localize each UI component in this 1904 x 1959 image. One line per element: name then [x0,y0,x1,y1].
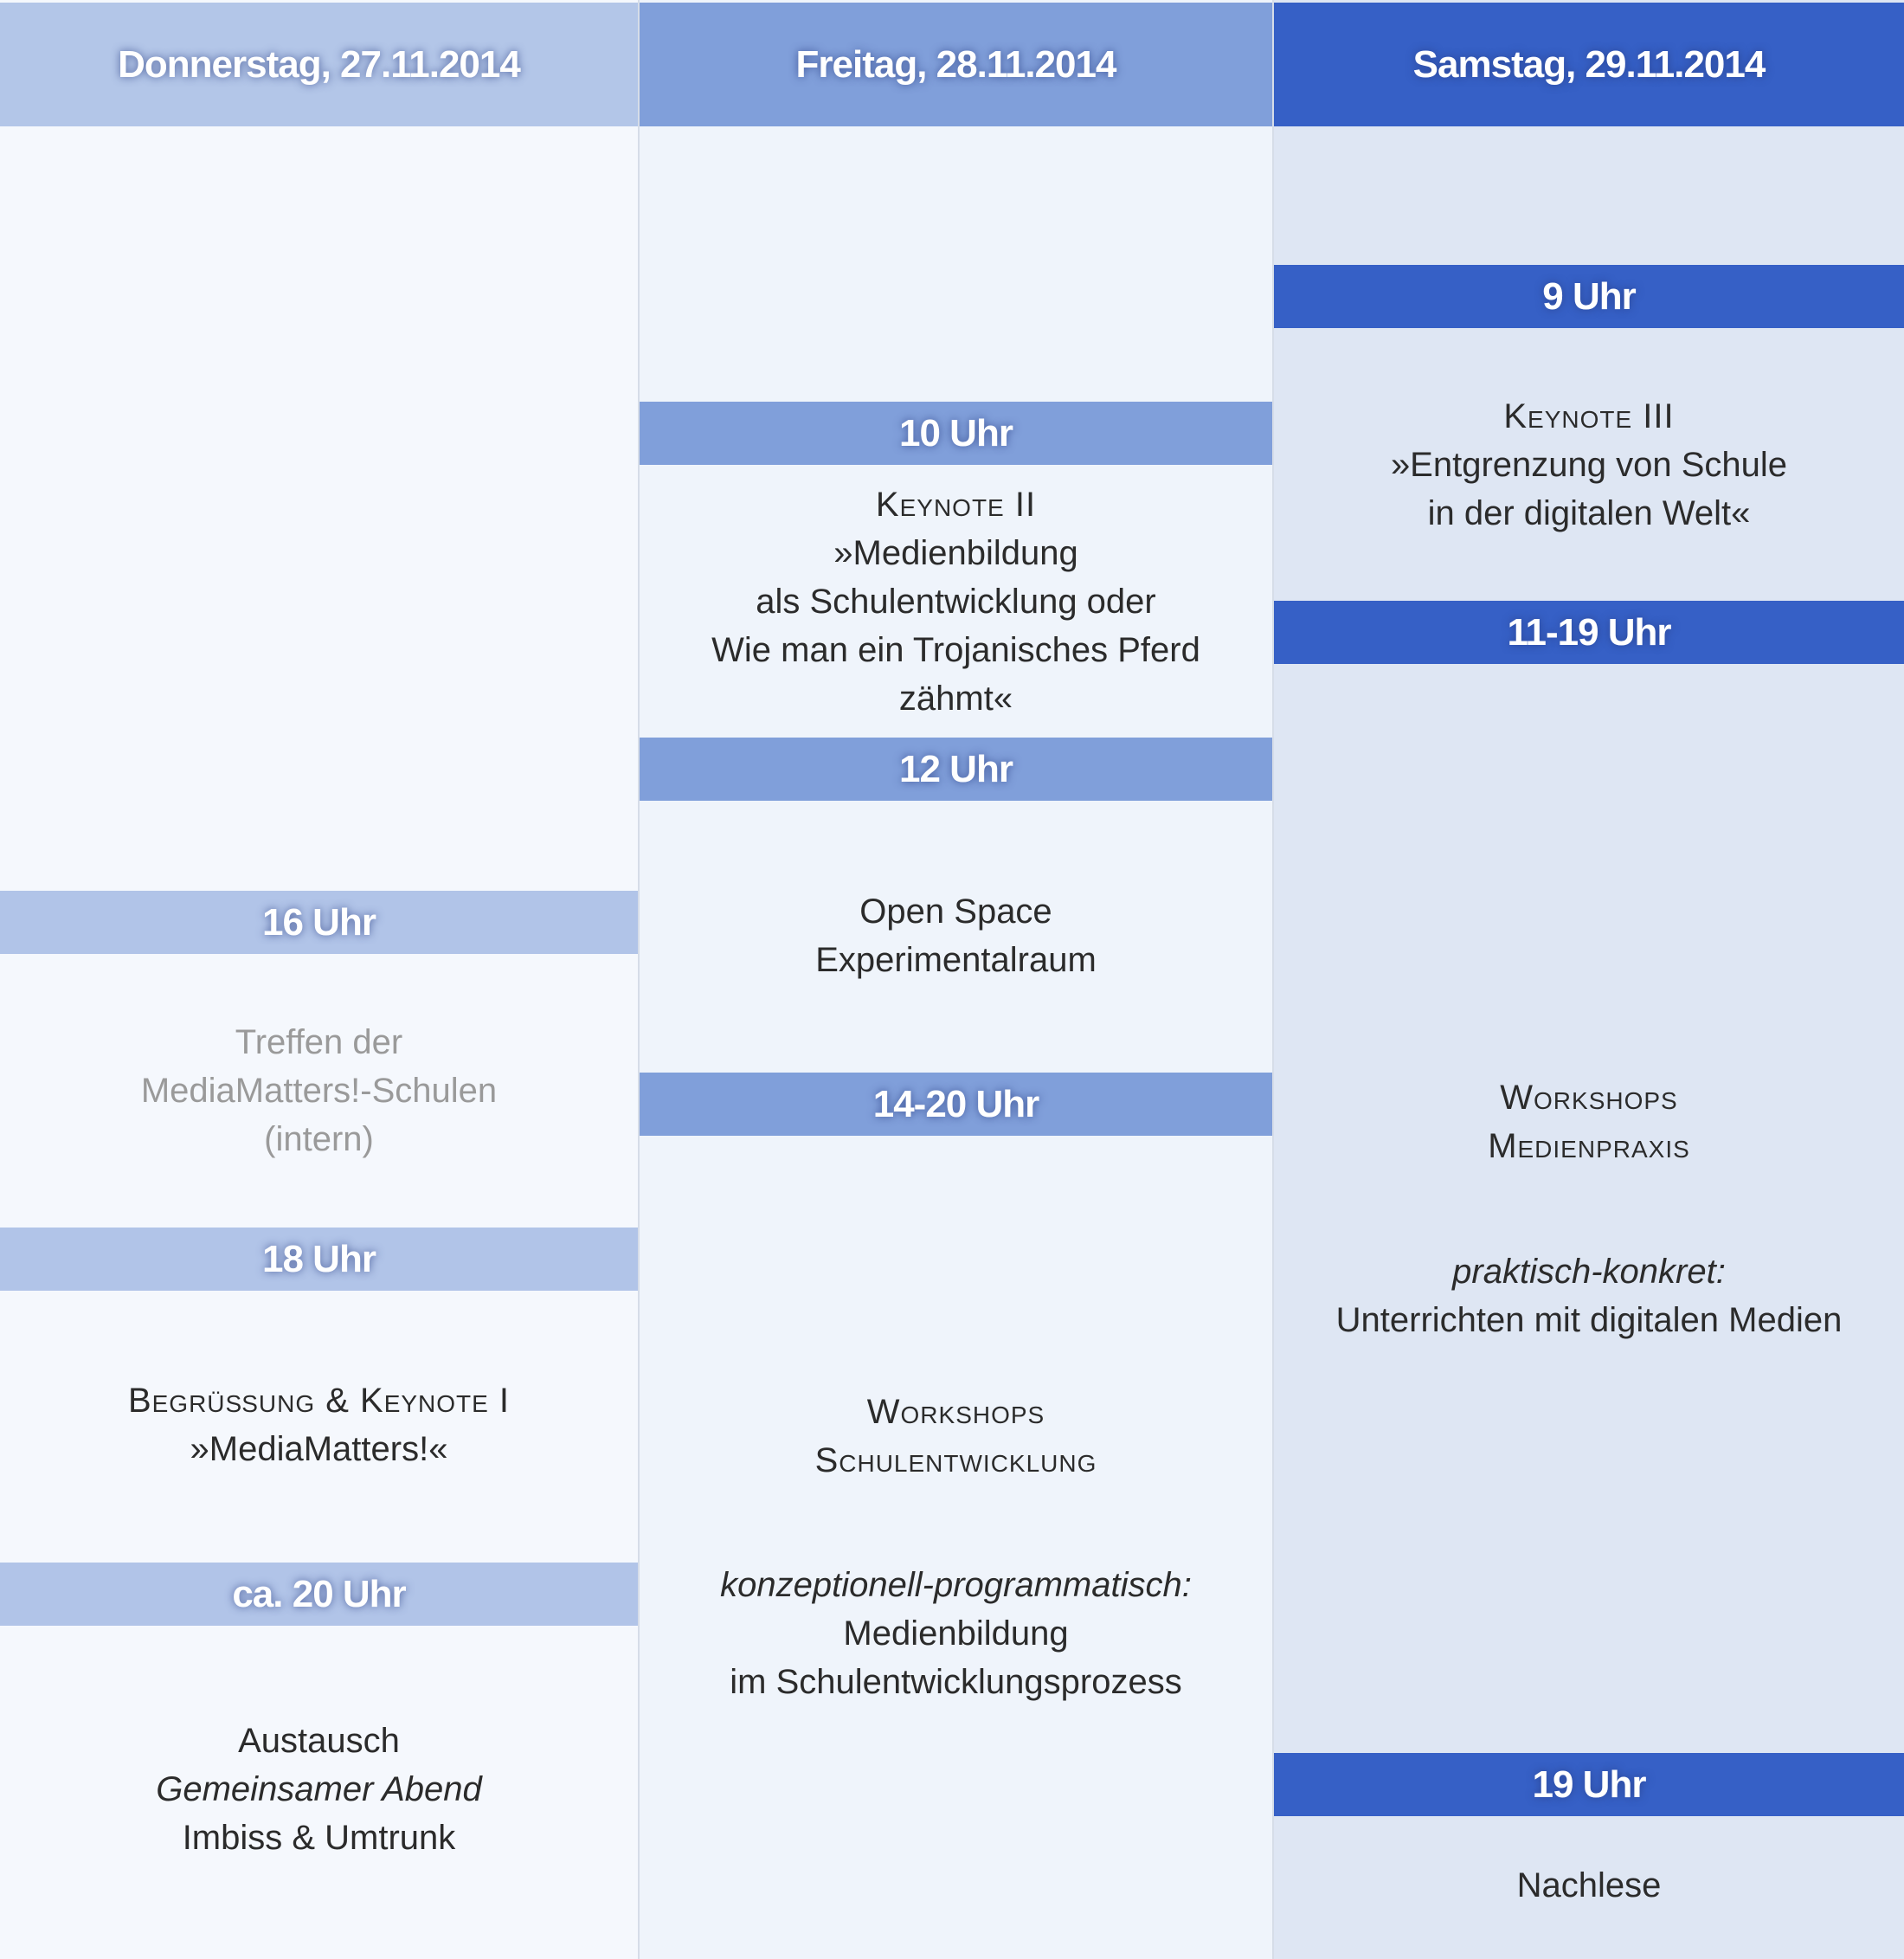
event-keynote-3 [1274,392,1904,538]
event-line: »MediaMatters!« [190,1430,448,1468]
event-title: Schulentwicklung [814,1441,1097,1479]
event-open-space [640,887,1272,984]
event-line: Austausch [238,1722,400,1760]
event-line: Unterrichten mit digitalen Medien [1335,1301,1843,1339]
time-bar-18: 18 Uhr [0,1228,638,1291]
time-bar-9: 9 Uhr [1274,265,1904,328]
event-title: Keynote II [875,486,1037,524]
event-nachlese [1274,1861,1904,1910]
event-evening [0,1717,638,1862]
event-welcome-keynote [0,1376,638,1473]
event-keynote-2 [640,480,1272,723]
event-line: Experimentalraum [815,941,1097,979]
event-line: »Entgrenzung von Schule [1390,446,1788,484]
column-friday [638,0,1272,1959]
day-header-thursday: Donnerstag, 27.11.2014 [0,3,638,126]
event-line: (intern) [264,1120,374,1158]
event-title: Medienpraxis [1488,1127,1690,1165]
event-workshops-media-desc [1274,1247,1904,1344]
event-line: »Medienbildung [833,534,1078,572]
time-bar-14-20: 14-20 Uhr [640,1073,1272,1136]
time-bar-12: 12 Uhr [640,738,1272,801]
time-bar-16: 16 Uhr [0,891,638,954]
event-line: zähmt« [898,680,1013,718]
day-header-saturday: Samstag, 29.11.2014 [1274,3,1904,126]
event-line: Wie man ein Trojanisches Pferd [711,631,1200,669]
event-line: in der digitalen Welt« [1427,494,1751,532]
event-title: Workshops [866,1393,1045,1431]
event-line: praktisch-konkret: [1452,1253,1726,1291]
event-title: Begrüßung & Keynote I [127,1382,511,1420]
event-line: im Schulentwicklungsprozess [730,1663,1182,1701]
column-thursday [0,0,638,1959]
event-workshops-media [1274,1073,1904,1170]
event-line: Treffen der [235,1023,403,1061]
event-title: Keynote III [1503,397,1675,435]
time-bar-11-19: 11-19 Uhr [1274,601,1904,664]
day-header-friday: Freitag, 28.11.2014 [640,3,1272,126]
time-bar-19: 19 Uhr [1274,1753,1904,1816]
event-line: Medienbildung [843,1614,1069,1653]
time-bar-20: ca. 20 Uhr [0,1563,638,1626]
event-line: MediaMatters!-Schulen [140,1072,498,1110]
event-line: Open Space [859,893,1052,931]
event-workshops-school [640,1388,1272,1485]
time-bar-10: 10 Uhr [640,402,1272,465]
event-title: Workshops [1500,1079,1678,1117]
event-workshops-school-desc [640,1561,1272,1706]
event-line: Imbiss & Umtrunk [182,1819,456,1857]
event-line: Nachlese [1516,1866,1662,1904]
event-line: Gemeinsamer Abend [156,1770,482,1808]
event-schools-meeting [0,1018,638,1163]
event-line: konzeptionell-programmatisch: [720,1566,1192,1604]
column-saturday [1272,0,1904,1959]
event-line: als Schulentwicklung oder [756,583,1156,621]
